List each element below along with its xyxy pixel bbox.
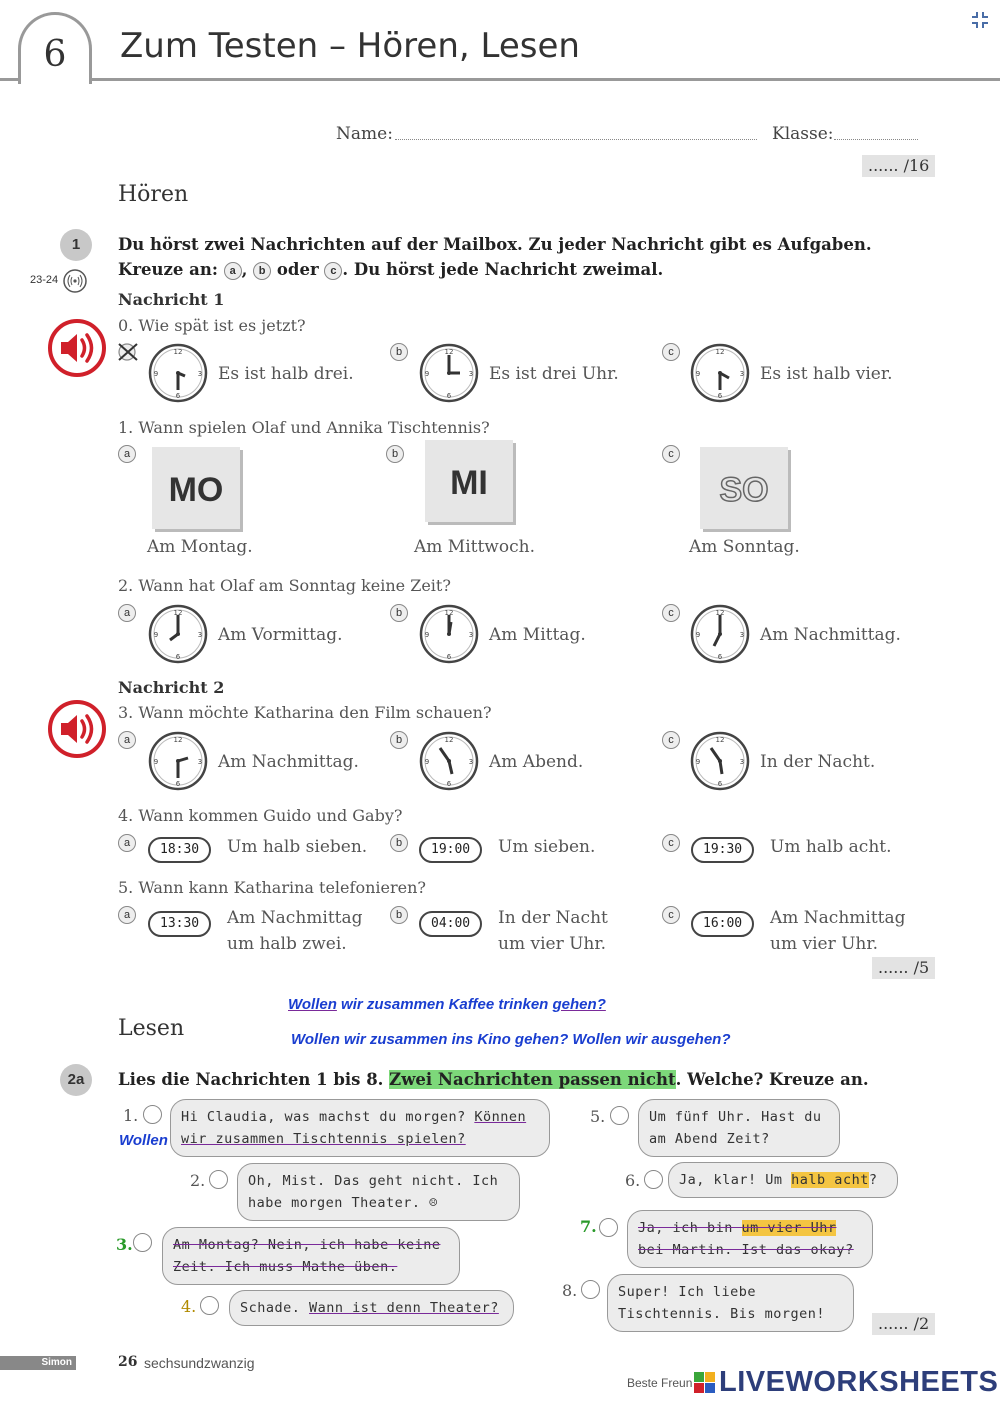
clock-icon [147, 342, 209, 404]
message-number: 6. [625, 1171, 641, 1190]
q3-option-b: Am Abend. [489, 752, 584, 772]
clock-icon [147, 730, 209, 792]
q5-option-b-line1: In der Nacht [498, 908, 608, 928]
q4-letter-a[interactable]: a [118, 834, 136, 852]
clock-icon [147, 603, 209, 665]
instruction-line-1: Du hörst zwei Nachrichten auf der Mailbox. Zu jeder Nachricht gibt es Aufgaben. [118, 235, 872, 254]
header-rule [0, 78, 1000, 81]
q3-letter-a[interactable]: a [118, 731, 136, 749]
message-3-radio[interactable] [133, 1233, 152, 1252]
message-2-radio[interactable] [209, 1170, 228, 1189]
day-card-mittwoch: MI [425, 440, 513, 522]
clock-icon [418, 603, 480, 665]
q4-option-b: Um sieben. [498, 837, 596, 857]
q1-letter-a[interactable]: a [118, 445, 136, 463]
q2-option-b: Am Mittag. [489, 625, 586, 645]
q5-option-a-line2: um halb zwei. [227, 934, 347, 954]
q4-letter-b[interactable]: b [390, 834, 408, 852]
question-4: 4. Wann kommen Guido und Gaby? [118, 806, 403, 825]
collapse-icon[interactable] [970, 10, 990, 30]
annotation-note-2: Wollen wir zusammen ins Kino gehen? Wollen wir ausgehen? [291, 1031, 731, 1048]
q2-option-c: Am Nachmittag. [760, 625, 901, 645]
message-number: 1. [123, 1106, 139, 1125]
audio-play-button-2[interactable] [47, 699, 107, 759]
q0-letter-c[interactable]: c [662, 343, 680, 361]
q1-option-a: Am Montag. [147, 537, 253, 557]
time-display: 18:30 [148, 837, 211, 863]
class-label: Klasse: [772, 124, 834, 144]
q0-option-b: Es ist drei Uhr. [489, 364, 619, 384]
question-0: 0. Wie spät ist es jetzt? [118, 316, 306, 335]
q1-letter-b[interactable]: b [386, 445, 404, 463]
time-display: 19:30 [691, 837, 754, 863]
message-7-radio[interactable] [599, 1218, 618, 1237]
clock-icon [418, 342, 480, 404]
message-number: 8. [562, 1281, 578, 1300]
page-title: Zum Testen – Hören, Lesen [120, 26, 580, 66]
message-1-bubble: Hi Claudia, was machst du morgen? Können wir zusammen Tischtennis spielen? [170, 1099, 550, 1157]
q3-option-a: Am Nachmittag. [218, 752, 359, 772]
audio-play-button-1[interactable] [47, 318, 107, 378]
lesen-instruction: Lies die Nachrichten 1 bis 8. Zwei Nachrichten passen nicht. Welche? Kreuze an. [118, 1070, 869, 1089]
time-display: 19:00 [419, 837, 482, 863]
annotation-wollen: Wollen [119, 1132, 168, 1149]
message-number: 7. [580, 1217, 597, 1236]
message-number: 2. [190, 1171, 206, 1190]
q4-option-c: Um halb acht. [770, 837, 892, 857]
message-5-radio[interactable] [610, 1106, 629, 1125]
total-score: ...... /16 [862, 155, 935, 177]
q2-option-a: Am Vormittag. [218, 625, 343, 645]
q5-option-b-line2: um vier Uhr. [498, 934, 607, 954]
message-number: 3. [116, 1235, 133, 1254]
q1-letter-c[interactable]: c [662, 445, 680, 463]
q4-letter-c[interactable]: c [662, 834, 680, 852]
message-1-radio[interactable] [143, 1105, 162, 1124]
liveworksheets-watermark: LIVEWORKSHEETS [719, 1366, 999, 1398]
message-8-bubble: Super! Ich liebe Tischtennis. Bis morgen! [607, 1274, 854, 1332]
message-4-bubble: Schade. Wann ist denn Theater? [229, 1290, 514, 1326]
message-6-bubble: Ja, klar! Um halb acht? [668, 1162, 898, 1198]
author-tag: Simon [0, 1356, 76, 1370]
question-5: 5. Wann kann Katharina telefonieren? [118, 878, 426, 897]
q1-option-b: Am Mittwoch. [414, 537, 535, 557]
question-1: 1. Wann spielen Olaf und Annika Tischtennis? [118, 418, 490, 437]
name-field[interactable] [395, 139, 757, 140]
q2-letter-b[interactable]: b [390, 604, 408, 622]
q1-option-c: Am Sonntag. [689, 537, 800, 557]
message-2-bubble: Oh, Mist. Das geht nicht. Ich habe morgen Theater. ☹ [237, 1163, 520, 1221]
time-display: 04:00 [419, 911, 482, 937]
q0-option-c: Es ist halb vier. [760, 364, 893, 384]
page-number: 26 [118, 1354, 138, 1370]
audio-track-label: 23-24 [30, 274, 59, 286]
page-number-word: sechsundzwanzig [144, 1355, 255, 1371]
message-8-radio[interactable] [581, 1280, 600, 1299]
day-card-montag: MO [152, 447, 240, 529]
class-field[interactable] [834, 139, 918, 140]
instruction-line-2: Kreuze an: a , b oder c . Du hörst jede Nachricht zweimal. [118, 260, 664, 279]
nachricht-2-heading: Nachricht 2 [118, 678, 225, 697]
clock-icon [689, 603, 751, 665]
section-title-lesen: Lesen [118, 1016, 185, 1041]
q5-letter-c[interactable]: c [662, 906, 680, 924]
q5-letter-b[interactable]: b [390, 906, 408, 924]
message-6-radio[interactable] [644, 1170, 663, 1189]
nachricht-1-heading: Nachricht 1 [118, 290, 225, 309]
annotation-note-1: Wollen wir zusammen Kaffee trinken gehen? [288, 996, 606, 1013]
clock-icon [689, 730, 751, 792]
q3-letter-b[interactable]: b [390, 731, 408, 749]
clock-icon [418, 730, 480, 792]
highlight-green: Zwei Nachrichten passen nicht [389, 1070, 676, 1089]
task-badge-1: 1 [60, 229, 92, 261]
message-3-bubble: Am Montag? Nein, ich habe keine Zeit. Ich muss Mathe üben. [162, 1227, 460, 1285]
q5-option-c-line2: um vier Uhr. [770, 934, 879, 954]
q2-letter-a[interactable]: a [118, 604, 136, 622]
book-title: Beste Freun [627, 1376, 693, 1390]
letter-a-inline: a [224, 262, 242, 280]
q0-option-a: Es ist halb drei. [218, 364, 354, 384]
message-5-bubble: Um fünf Uhr. Hast du am Abend Zeit? [638, 1099, 840, 1157]
letter-b-inline: b [253, 262, 271, 280]
q5-option-c-line1: Am Nachmittag [770, 908, 906, 928]
message-number: 5. [590, 1107, 606, 1126]
name-label: Name: [336, 124, 393, 144]
time-display: 16:00 [691, 911, 754, 937]
q0-letter-b[interactable]: b [390, 343, 408, 361]
time-display: 13:30 [148, 911, 211, 937]
q4-option-a: Um halb sieben. [227, 837, 368, 857]
q5-letter-a[interactable]: a [118, 906, 136, 924]
q3-letter-c[interactable]: c [662, 731, 680, 749]
liveworksheets-logo-icon [694, 1372, 716, 1394]
question-3: 3. Wann möchte Katharina den Film schauen? [118, 703, 492, 722]
q2-letter-c[interactable]: c [662, 604, 680, 622]
q3-option-c: In der Nacht. [760, 752, 876, 772]
task-badge-2a: 2a [60, 1064, 92, 1096]
section-title-hoeren: Hören [118, 182, 189, 207]
q5-option-a-line1: Am Nachmittag [227, 908, 363, 928]
lesen-score: ...... /2 [872, 1313, 935, 1335]
crossed-answer-mark[interactable] [116, 340, 140, 364]
unit-number: 6 [18, 12, 92, 84]
letter-c-inline: c [324, 262, 342, 280]
day-card-sonntag: SO [700, 447, 788, 529]
message-7-bubble: Ja, ich bin um vier Uhr bei Martin. Ist das okay? [627, 1210, 873, 1268]
question-2: 2. Wann hat Olaf am Sonntag keine Zeit? [118, 576, 451, 595]
message-4-radio[interactable] [200, 1296, 219, 1315]
hoeren-score: ...... /5 [872, 957, 935, 979]
clock-icon [689, 342, 751, 404]
message-number: 4. [181, 1297, 197, 1316]
cd-audio-icon [62, 268, 88, 294]
